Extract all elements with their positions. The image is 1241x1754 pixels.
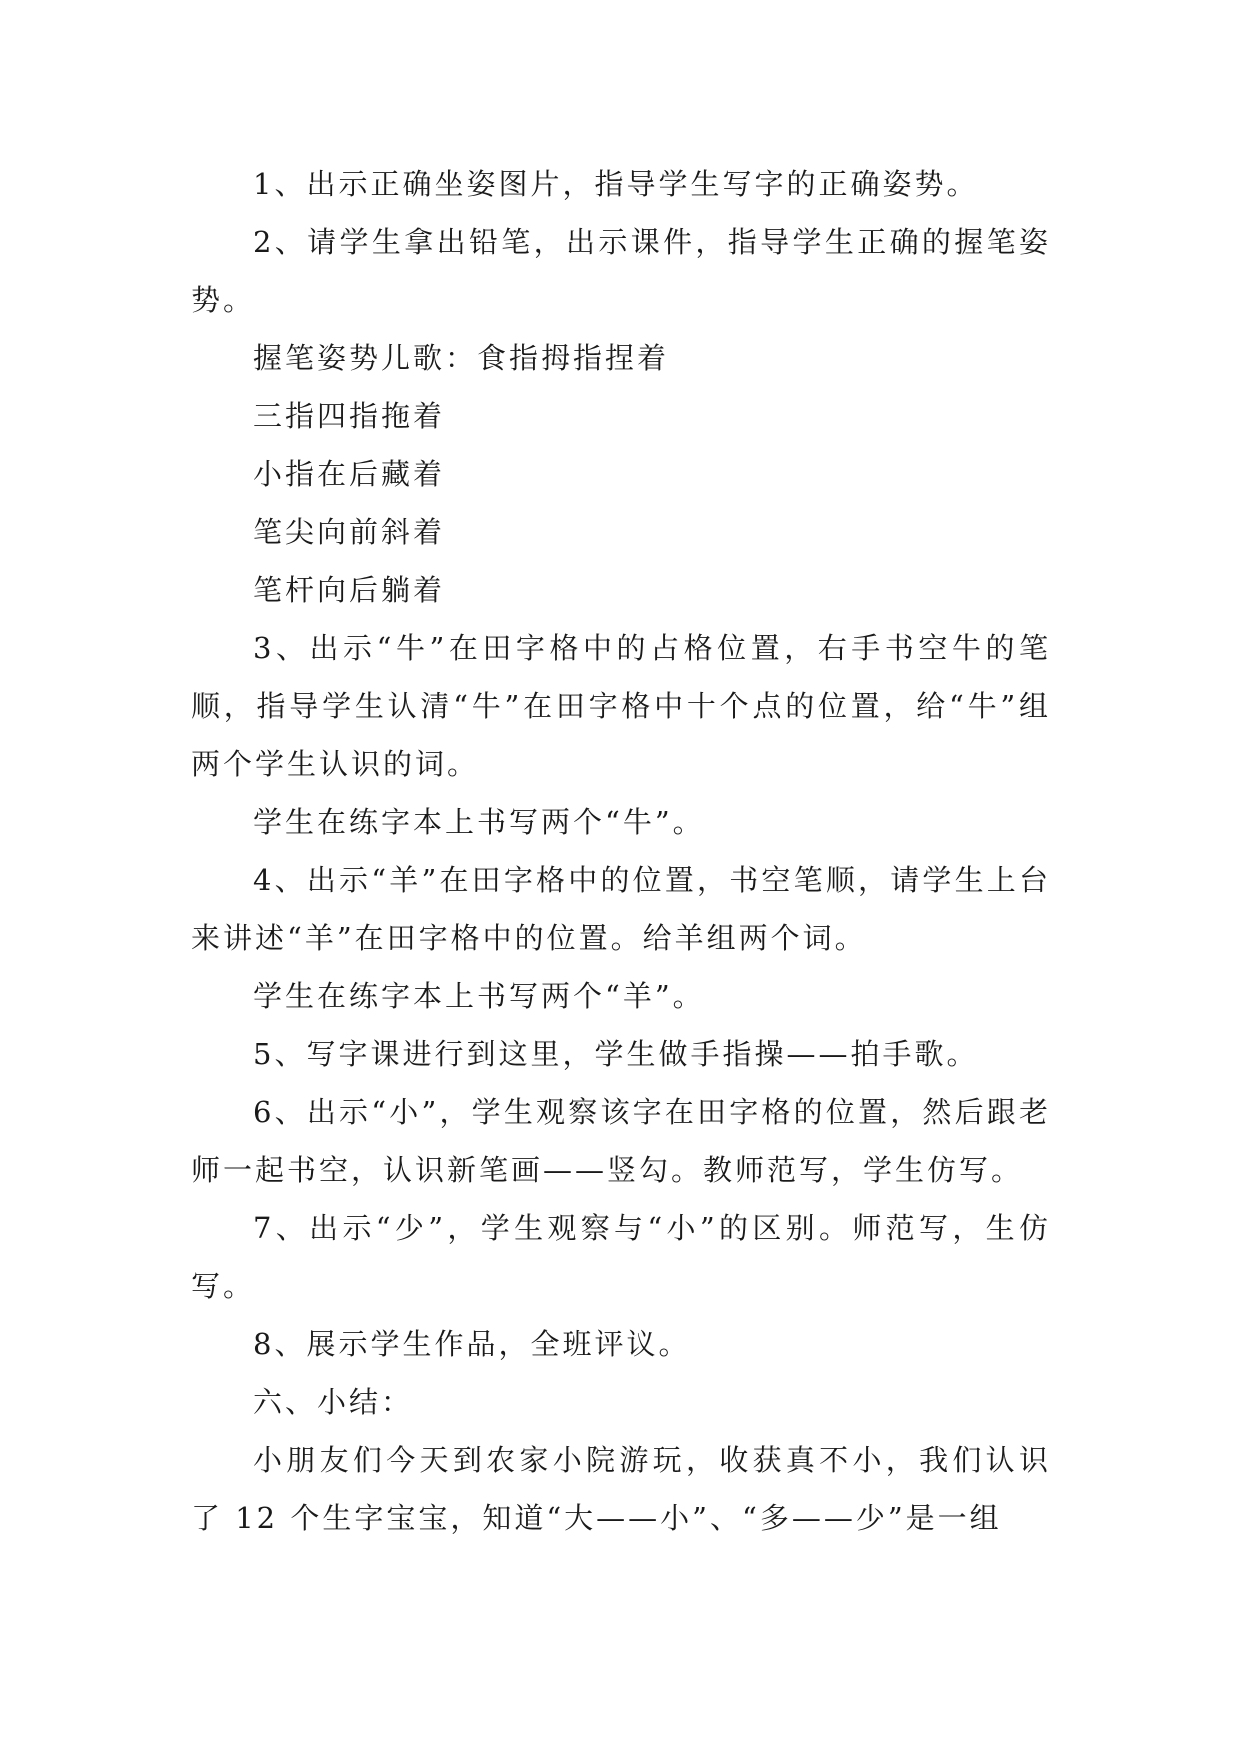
paragraph: 笔杆向后躺着 [253, 573, 446, 607]
paragraph: 3、出示“牛”在田字格中的占格位置，右手书空牛的笔顺，指导学生认清“牛”在田字格中十个点的位置，给“牛”组两个学生认识的词。 [191, 631, 1051, 781]
paragraph: 三指四指拖着 [253, 399, 446, 433]
paragraph: 2、请学生拿出铅笔，出示课件，指导学生正确的握笔姿势。 [191, 225, 1051, 317]
paragraph: 小指在后藏着 [253, 457, 446, 491]
paragraph: 7、出示“少”，学生观察与“小”的区别。师范写，生仿写。 [191, 1211, 1051, 1303]
paragraph: 笔尖向前斜着 [253, 515, 446, 549]
paragraph: 8、展示学生作品，全班评议。 [253, 1327, 691, 1361]
paragraph: 学生在练字本上书写两个“羊”。 [253, 979, 705, 1013]
document-body [191, 155, 1051, 1547]
paragraph: 小朋友们今天到农家小院游玩，收获真不小，我们认识了 12 个生字宝宝，知道“大——小”、“多——少”是一组 [191, 1443, 1051, 1535]
paragraph: 学生在练字本上书写两个“牛”。 [253, 805, 705, 839]
paragraph: 握笔姿势儿歌：食指拇指捏着 [253, 341, 670, 375]
paragraph: 5、写字课进行到这里，学生做手指操——拍手歌。 [253, 1037, 979, 1071]
paragraph: 4、出示“羊”在田字格中的位置，书空笔顺，请学生上台来讲述“羊”在田字格中的位置。给羊组两个词。 [191, 863, 1051, 955]
paragraph: 6、出示“小”，学生观察该字在田字格的位置，然后跟老师一起书空，认识新笔画——竖勾。教师范写，学生仿写。 [191, 1095, 1051, 1187]
paragraph: 1、出示正确坐姿图片，指导学生写字的正确姿势。 [253, 167, 979, 201]
paragraph: 六、小结： [253, 1385, 414, 1419]
